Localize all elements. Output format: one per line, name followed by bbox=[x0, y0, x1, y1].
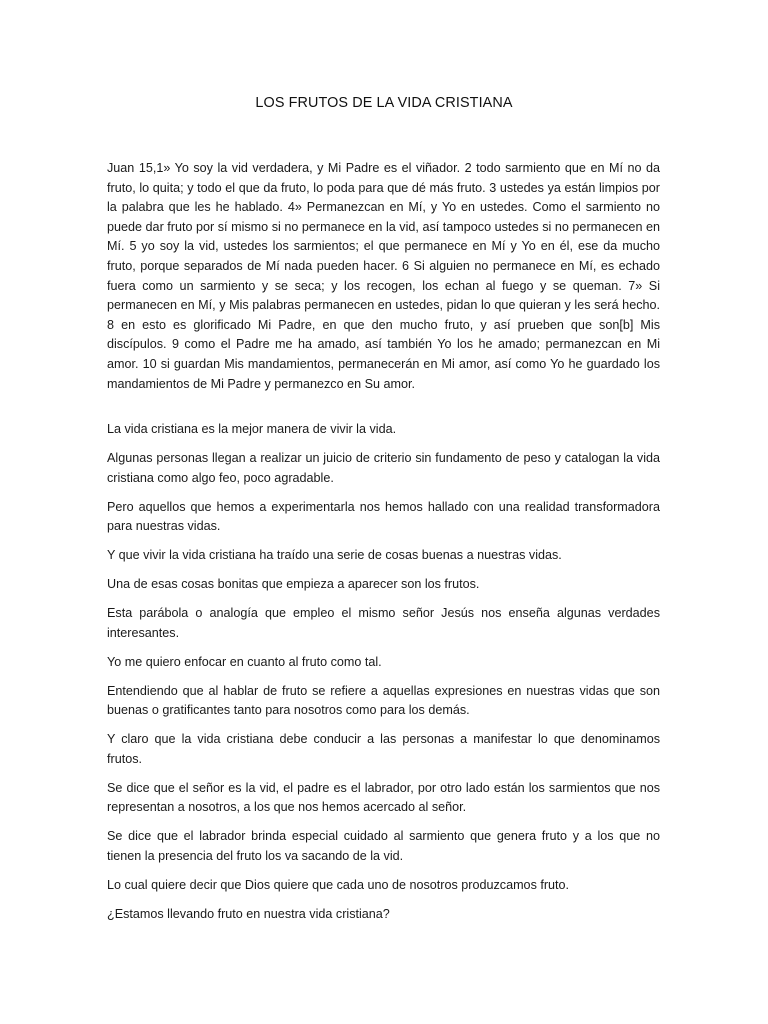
paragraph: La vida cristiana es la mejor manera de vivir la vida. bbox=[107, 422, 397, 436]
paragraph: Esta parábola o analogía que empleo el mismo señor Jesús nos enseña algunas verdades interesantes. bbox=[107, 606, 660, 640]
body-paragraphs bbox=[107, 420, 660, 934]
paragraph: Y claro que la vida cristiana debe conducir a las personas a manifestar lo que denominamos frutos. bbox=[107, 732, 660, 766]
paragraph: Una de esas cosas bonitas que empieza a aparecer son los frutos. bbox=[107, 577, 480, 592]
paragraph: Y que vivir la vida cristiana ha traído una serie de cosas buenas a nuestras vidas. bbox=[107, 548, 562, 563]
paragraph: Entendiendo que al hablar de fruto se refiere a aquellas expresiones en nuestras vidas que son buenas o gratificantes tanto para nosotros como para los demás. bbox=[107, 683, 660, 718]
paragraph: Se dice que el labrador brinda especial cuidado al sarmiento que genera fruto y a los que no tienen la presencia del fruto los va sacando de la vid. bbox=[107, 829, 660, 863]
document-title: LOS FRUTOS DE LA VIDA CRISTIANA bbox=[255, 95, 513, 111]
paragraph: Yo me quiero enfocar en cuanto al fruto como tal. bbox=[107, 654, 382, 669]
paragraph: Pero aquellos que hemos a experimentarla nos hemos hallado con una realidad transformadora para nuestras vidas. bbox=[107, 499, 660, 534]
bible-verse-paragraph: Juan 15,1» Yo soy la vid verdadera, y Mi Padre es el viñador. 2 todo sarmiento que en Mí no da fruto, lo quita; y todo el que da fruto, lo poda para que dé más fruto. 3 ustedes ya están limpios por la palabra que les he hablado. 4» Permanezcan en Mí, y Yo en ustedes. Como el sarmiento no puede dar fruto por sí mismo si no permanece en la vid, así tampoco ustedes si no permanecen en Mí. 5 yo soy la vid, ustedes los sarmientos; el que permanece en Mí y Yo en él, ese da mucho fruto, porque separados de Mí nada pueden hacer. 6 Si alguien no permanece en Mí, es echado fuera como un sarmiento y se seca; y los recogen, los echan al fuego y se queman. 7» Si permanecen en Mí, y Mis palabras permanecen en ustedes, pidan lo que quieran y les será hecho. 8 en esto es glorificado Mi Padre, en que den mucho fruto, y así prueben que son[b] Mis discípulos. 9 como el Padre me ha amado, así también Yo los he amado; permanezcan en Mi amor. 10 si guardan Mis mandamientos, permanecerán en Mi amor, así como Yo he guardado los mandamientos de Mi Padre y permanezco en Su amor. bbox=[107, 161, 660, 391]
paragraph: Se dice que el señor es la vid, el padre es el labrador, por otro lado están los sarmientos que nos representan a nosotros, a los que nos hemos acercado al señor. bbox=[107, 780, 660, 815]
paragraph: ¿Estamos llevando fruto en nuestra vida cristiana? bbox=[107, 906, 390, 921]
paragraph: Lo cual quiere decir que Dios quiere que cada uno de nosotros produzcamos fruto. bbox=[107, 877, 570, 892]
paragraph: Algunas personas llegan a realizar un juicio de criterio sin fundamento de peso y catalogan la vida cristiana como algo feo, poco agradable. bbox=[107, 450, 660, 485]
